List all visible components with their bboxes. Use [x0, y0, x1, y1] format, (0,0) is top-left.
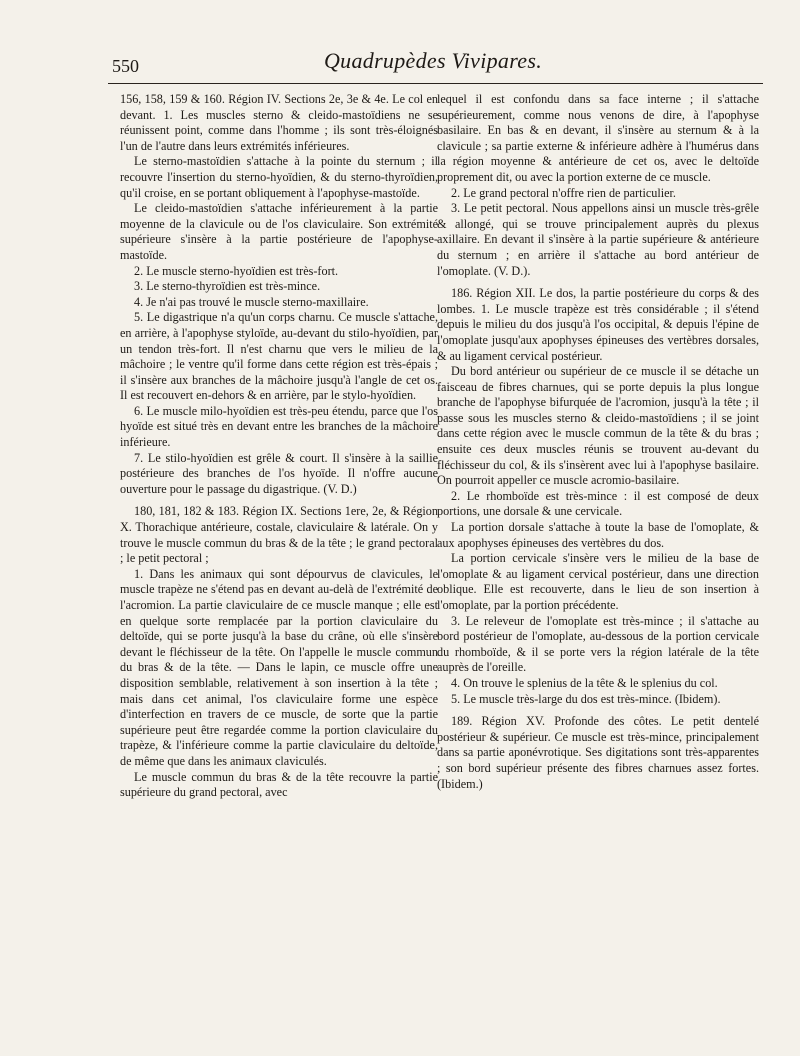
- paragraph: lequel il est confondu dans sa face interne ; il s'attache supérieurement, comme nous venons de dire, à l'apophyse basilaire. En bas & en devant, il s'insère au sternum & à la clavicule ; sa partie externe & inférieure adhère à l'humérus dans la région moyenne & antérieure de cet os, avec le deltoïde proprement dit, ou avec la portion externe de ce muscle.: [437, 92, 759, 184]
- paragraph: 1. Dans les animaux qui sont dépourvus de clavicules, le muscle trapèze ne s'étend pas en devant au-delà de l'extrémité de l'acromion. La partie claviculaire de ce muscle manque ; elle est en quelque sorte remplacée par la portion claviculaire du deltoïde, qui se porte jusqu'à la base du crâne, où elle s'insère devant le fléchisseur de la tête. On l'appelle le muscle commun du bras & de la tête. — Dans le lapin, ce muscle offre une disposition semblable, relativement à son insertion à la tête ; mais dans cet animal, l'os claviculaire forme une espèce d'interfection en travers de ce muscle, de sorte que la partie supérieure peut être regardée comme la portion claviculaire du trapèze, & l'inférieure comme la partie claviculaire du deltoïde, de même que dans les animaux claviculés.: [120, 566, 438, 768]
- paragraph: La portion dorsale s'attache à toute la base de l'omoplate, & aux apophyses épineuses des vertèbres du dos.: [437, 520, 759, 550]
- paragraph: 3. Le petit pectoral. Nous appellons ainsi un muscle très-grêle & allongé, qui se trouve principalement auprès du plexus axillaire. En devant il s'insère à la partie supérieure & antérieure du sternum ; en arrière il s'attache au bord antérieur de l'omoplate. (V. D.).: [437, 201, 759, 278]
- paragraph: Le cleido-mastoïdien s'attache inférieurement à la partie moyenne de la clavicule ou de l'os claviculaire. Son extrémité supérieure s'insère à la partie postérieure de l'apophyse-mastoïde.: [120, 201, 438, 262]
- paragraph: 5. Le digastrique n'a qu'un corps charnu. Ce muscle s'attache, en arrière, à l'apophyse styloïde, au-devant du stilo-hyoïdien, par un tendon très-fort. Il n'est charnu que vers le milieu de la mâchoire ; le ventre qu'il forme dans cette région est très-épais ; il s'insère aux branches de la mâchoire jusqu'à l'angle de cet os. Il est recouvert en-dehors & en arrière, par le stylo-hyoïdien.: [120, 310, 438, 403]
- page-header: [108, 48, 758, 78]
- paragraph: 189. Région XV. Profonde des côtes. Le petit dentelé postérieur & supérieur. Ce muscle est très-mince, principalement dans sa partie aponévrotique. Ses digitations sont très-apparentes ; son bord supérieur présente des fibres charnues assez fortes. (Ibidem.): [437, 714, 759, 791]
- paragraph: 7. Le stilo-hyoïdien est grêle & court. Il s'insère à la saillie postérieure des branches de l'os hyoïde. Il n'offre aucune ouverture pour le passage du digastrique. (V. D.): [120, 450, 438, 496]
- paragraph: 2. Le rhomboïde est très-mince : il est composé de deux portions, une dorsale & une cervicale.: [437, 488, 759, 519]
- paragraph: 180, 181, 182 & 183. Région IX. Sections 1ere, 2e, & Région X. Thorachique antérieure, costale, claviculaire & latérale. On y trouve le muscle commun du bras & de la tête ; le grand pectoral ; le petit pectoral ;: [120, 504, 438, 566]
- paragraph: 2. Le muscle sterno-hyoïdien est très-fort.: [134, 263, 339, 278]
- paragraph: 3. Le releveur de l'omoplate est très-mince ; il s'attache au bord postérieur de l'omoplate, au-dessous de la portion cervicale du rhomboïde, & il se porte vers la région latérale de la tête auprès de l'oreille.: [437, 613, 759, 675]
- paragraph: 5. Le muscle très-large du dos est très-mince. (Ibidem).: [451, 691, 721, 706]
- running-title: Quadrupèdes Vivipares.: [323, 48, 542, 73]
- paragraph: La portion cervicale s'insère vers le milieu de la base de l'omoplate & au ligament cervical postérieur, dans une direction oblique. Elle est recouverte, dans le lieu de son insertion à l'omoplate, par la portion précédente.: [437, 551, 759, 612]
- paragraph: Le sterno-mastoïdien s'attache à la pointe du sternum ; il recouvre l'insertion du sterno-hyoïdien, & du sterno-thyroïdien, qu'il croise, en se portant obliquement à l'apophyse-mastoïde.: [120, 154, 438, 200]
- paragraph: 3. Le sterno-thyroïdien est très-mince.: [134, 279, 321, 294]
- paragraph: Le muscle commun du bras & de la tête recouvre la partie supérieure du grand pectoral, avec: [120, 769, 438, 800]
- paragraph: Du bord antérieur ou supérieur de ce muscle il se détache un faisceau de fibres charnues, qui se porte depuis la plus longue branche de l'apophyse bifurquée de l'acromion, jusqu'à la tête ; il passe sous les muscles sterno & cleido-mastoïdiens ; il se joint dans cette région avec le muscle commun de la tête & du bras ; ensuite ces deux muscles réunis se trouvent au-devant du fléchisseur du col, & ils s'insèrent avec lui à l'apophyse basilaire. On pourroit appeller ce muscle acromio-basilaire.: [437, 364, 759, 488]
- right-column: [437, 92, 759, 1042]
- paragraph: 156, 158, 159 & 160. Région IV. Sections 2e, 3e & 4e. Le col en devant. 1. Les muscles sterno & cleido-mastoïdiens ne se réunissent point, comme dans l'homme ; ils sont très-éloignés l'un de l'autre dans leurs extrémités inférieures.: [120, 92, 438, 153]
- paragraph: 2. Le grand pectoral n'offre rien de particulier.: [451, 185, 676, 200]
- left-column: [120, 92, 438, 1042]
- paragraph: 186. Région XII. Le dos, la partie postérieure du corps & des lombes. 1. Le muscle trapèze est très considérable ; il s'étend depuis le milieu du dos jusqu'à l'os occipital, & depuis l'épine de l'omoplate jusqu'aux apophyses épineuses des vertèbres dorsales, & au ligament cervical postérieur.: [437, 286, 759, 363]
- paragraph: 4. On trouve le splenius de la tête & le splenius du col.: [451, 675, 718, 690]
- header-rule: [108, 83, 763, 84]
- paragraph: 6. Le muscle milo-hyoïdien est très-peu étendu, parce que l'os hyoïde est situé très en devant entre les branches de la mâchoire inférieure.: [120, 403, 438, 450]
- page-number: 550: [112, 56, 139, 76]
- paragraph: 4. Je n'ai pas trouvé le muscle sterno-maxillaire.: [134, 294, 369, 309]
